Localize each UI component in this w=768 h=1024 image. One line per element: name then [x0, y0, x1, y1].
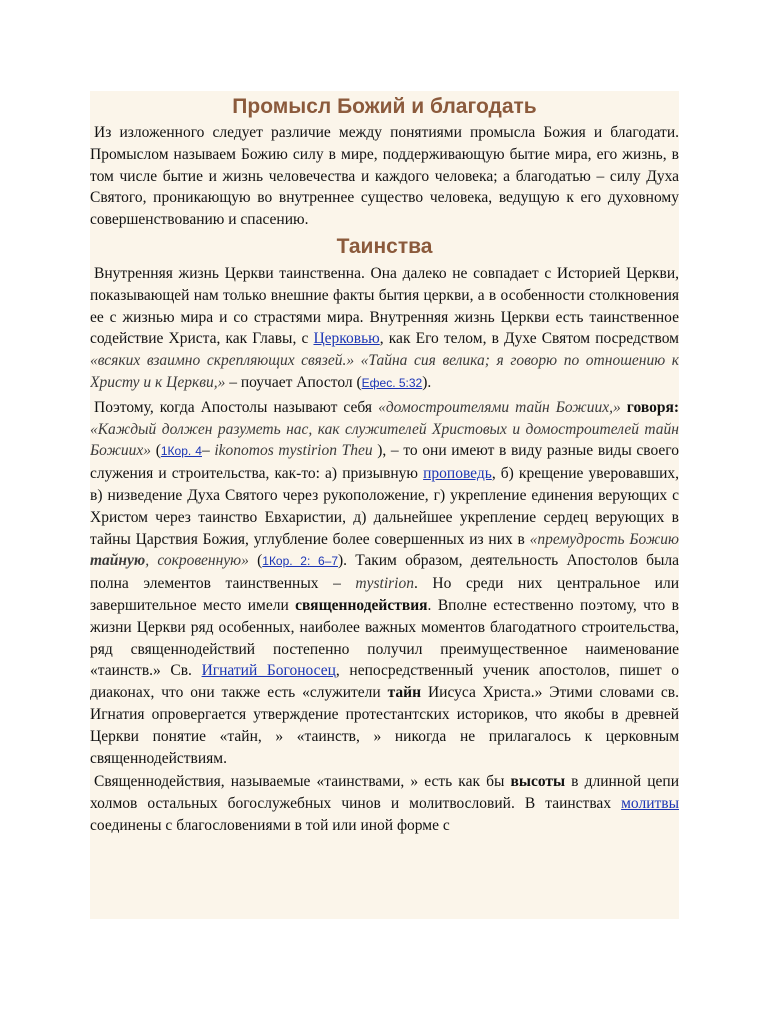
quote: , сокровенную» [145, 552, 249, 570]
text-run: Поэтому, когда Апостолы называют себя [94, 398, 379, 416]
text-run: . Вполне естественно поэтому, что в жизни Церкви ряд особенных, наиболее важных моментов благодатного строительства, ряд священнодействий постепенно получил преимущественное наименование «таинств.» Св. [90, 596, 679, 680]
text-run: , как Его телом, в Духе Святом посредством [379, 330, 679, 348]
text-run: ). Таким образом, деятельность Апостолов была полна элементов таинственных – [90, 552, 679, 593]
section-title-providence: Промысл Божий и благодать [232, 95, 537, 118]
greek-term: ikonomos mystirion Theu [214, 442, 373, 460]
bold-term: тайн [387, 684, 422, 702]
link-prayers[interactable]: молитвы [621, 795, 679, 813]
text-run: Священнодействия, называемые «таинствами, » есть как бы [94, 773, 511, 791]
bold-term: священнодействия [295, 596, 428, 614]
text-run: ( [151, 442, 161, 460]
text-run: ( [248, 552, 263, 570]
quote: «всяких взаимно скрепляющих связей.» «Тайна сия велика; я говорю по отношению к Христу и к Церкви,» [90, 352, 679, 391]
section-title-sacraments: Таинства [336, 234, 433, 258]
quote: «Каждый должен разуметь нас, как служителей Христовых и домостроителей тайн Божиих» [90, 420, 679, 460]
paragraph-providence: Из изложенного следует различие между понятиями промысла Божия и благодати. Промыслом называем Божию силу в мире, поддерживающую бытие мира, его жизнь, в том числе бытие и жизнь человечества и каждого человека; а благодатью – силу Духа Святого, проникающую во внутреннее существо человека, ведущую к его духовному совершенствованию и спасению. [90, 124, 679, 229]
link-church[interactable]: Церковью [313, 330, 380, 348]
text-run: в длинной цепи холмов остальных богослужебных чинов и молитвословий. В таинствах [90, 773, 679, 813]
text-run: – [201, 442, 215, 460]
text-run: , б) крещение уверовавших, в) низведение Духа Святого через рукоположение, г) укрепление единения верующих с Христом через таинство Евхаристии, д) дальнейшее укрепление сердец верующих в тайны Царствия Божия, углубление более совершенных из них в [90, 465, 679, 548]
text-run: Внутренняя жизнь Церкви таинственна. Она далеко не совпадает с Историей Церкви, показывающей нам только внешние факты бытия церкви, а в особенности столкновения ее с жизнью мира и со страстями мира. Внутренняя жизнь Церкви есть таинственное содействие Христа, как Главы, с [90, 264, 679, 348]
quote-bold [90, 552, 145, 569]
quote: «премудрость Божию [529, 530, 679, 548]
paragraph-apostles [90, 397, 679, 770]
link-ignatius[interactable]: Игнатий Богоносец [201, 662, 336, 680]
paragraph-inner-life [90, 263, 679, 395]
link-preaching[interactable]: проповедь [423, 465, 492, 483]
text-run: говоря: [620, 398, 679, 416]
text-run: – поучает Апостол ( [225, 373, 362, 391]
paragraph-sacred-acts [90, 771, 679, 836]
link-ref-1cor4[interactable]: 1Кор. 4 [160, 444, 202, 459]
link-ref-eph[interactable]: Ефес. 5:32 [361, 375, 423, 390]
text-run: соединены с благословениями в той или иной форме с [90, 816, 450, 834]
quote: «домостроителями тайн Божиих,» [378, 398, 621, 416]
link-ref-1cor2[interactable]: 1Кор. 2: 6–7 [262, 554, 338, 569]
text-run: . Но среди них центральное или завершительное место имели [90, 575, 679, 614]
greek-term: mystirion [355, 575, 414, 593]
text-run: ). [422, 373, 432, 391]
bold-term: высоты [510, 773, 566, 791]
text-run: ), – то они имеют в виду разные виды своего служения и строительства, как-то: а) призывную [90, 442, 679, 483]
document-page [90, 91, 679, 919]
quote-bold-word: тайную [90, 552, 146, 570]
text-run: Иисуса Христа.» Этими словами св. Игнатия опровергается утверждение протестантских историков, что якобы в древней Церкви понятие «тайн, » «таинств, » никогда не прилагалось к церковным священнодействиям. [90, 684, 679, 767]
text-run: , непосредственный ученик апостолов, пишет о диаконах, что они также есть «служители [90, 662, 679, 702]
